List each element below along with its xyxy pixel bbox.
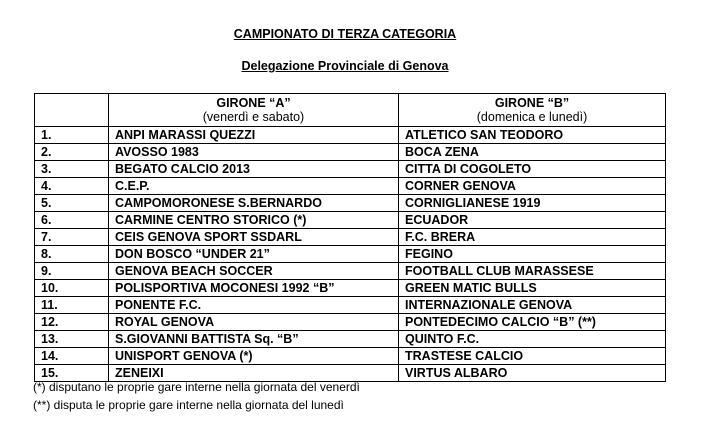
group-a-team: ANPI MARASSI QUEZZI — [109, 127, 399, 144]
group-b-team: VIRTUS ALBARO — [399, 365, 666, 382]
group-a-team: C.E.P. — [109, 178, 399, 195]
group-a-team: CAMPOMORONESE S.BERNARDO — [109, 195, 399, 212]
document-subtitle: Delegazione Provinciale di Genova — [241, 59, 449, 73]
group-a-team: AVOSSO 1983 — [109, 144, 399, 161]
group-b-team: BOCA ZENA — [399, 144, 666, 161]
group-a-team: GENOVA BEACH SOCCER — [109, 263, 399, 280]
row-number: 7. — [35, 229, 109, 246]
table-row — [35, 144, 666, 161]
table-row — [35, 195, 666, 212]
group-a-team: BEGATO CALCIO 2013 — [109, 161, 399, 178]
group-b-team: PONTEDECIMO CALCIO “B” (**) — [399, 314, 666, 331]
table-row — [35, 280, 666, 297]
group-a-team: PONENTE F.C. — [109, 297, 399, 314]
group-a-team: UNISPORT GENOVA (*) — [109, 348, 399, 365]
header-group-a — [109, 94, 399, 127]
group-b-team: TRASTESE CALCIO — [399, 348, 666, 365]
table-row — [35, 263, 666, 280]
group-a-team: CARMINE CENTRO STORICO (*) — [109, 212, 399, 229]
group-b-team: CITTA DI COGOLETO — [399, 161, 666, 178]
table-row — [35, 348, 666, 365]
group-b-days: (domenica e lunedì) — [476, 110, 588, 124]
row-number: 4. — [35, 178, 109, 195]
group-b-team: CORNIGLIANESE 1919 — [399, 195, 666, 212]
header-group-b — [399, 94, 666, 127]
group-a-name: GIRONE “A” — [216, 96, 291, 110]
table-header-row — [35, 94, 666, 127]
group-b-team: GREEN MATIC BULLS — [399, 280, 666, 297]
group-b-name: GIRONE “B” — [494, 96, 570, 110]
table-row — [35, 331, 666, 348]
group-a-team: S.GIOVANNI BATTISTA Sq. “B” — [109, 331, 399, 348]
group-a-team: ZENEIXI — [109, 365, 399, 382]
row-number: 6. — [35, 212, 109, 229]
table-row — [35, 246, 666, 263]
group-b-team: ATLETICO SAN TEODORO — [399, 127, 666, 144]
row-number: 5. — [35, 195, 109, 212]
row-number: 8. — [35, 246, 109, 263]
footnote-double-asterisk: (**) disputa le proprie gare interne nella giornata del lunedì — [33, 398, 344, 412]
row-number: 10. — [35, 280, 109, 297]
table-row — [35, 127, 666, 144]
group-b-team: QUINTO F.C. — [399, 331, 666, 348]
group-a-team: ROYAL GENOVA — [109, 314, 399, 331]
table-row — [35, 314, 666, 331]
group-b-team: INTERNAZIONALE GENOVA — [399, 297, 666, 314]
table-row — [35, 161, 666, 178]
table-row — [35, 365, 666, 382]
group-a-team: DON BOSCO “UNDER 21” — [109, 246, 399, 263]
header-number-cell — [35, 94, 109, 127]
group-b-team: FEGINO — [399, 246, 666, 263]
table-row — [35, 297, 666, 314]
row-number: 1. — [35, 127, 109, 144]
table-row — [35, 212, 666, 229]
group-b-team: FOOTBALL CLUB MARASSESE — [399, 263, 666, 280]
group-b-team: F.C. BRERA — [399, 229, 666, 246]
row-number: 15. — [35, 365, 109, 382]
row-number: 14. — [35, 348, 109, 365]
group-a-team: POLISPORTIVA MOCONESI 1992 “B” — [109, 280, 399, 297]
row-number: 11. — [35, 297, 109, 314]
table-row — [35, 178, 666, 195]
footnote-single-asterisk: (*) disputano le proprie gare interne nella giornata del venerdì — [33, 380, 360, 394]
table-row — [35, 229, 666, 246]
group-b-team: CORNER GENOVA — [399, 178, 666, 195]
groups-table — [34, 93, 666, 382]
document-title: CAMPIONATO DI TERZA CATEGORIA — [233, 27, 457, 41]
row-number: 12. — [35, 314, 109, 331]
row-number: 9. — [35, 263, 109, 280]
row-number: 13. — [35, 331, 109, 348]
group-b-team: ECUADOR — [399, 212, 666, 229]
group-a-team: CEIS GENOVA SPORT SSDARL — [109, 229, 399, 246]
group-a-days: (venerdì e sabato) — [202, 110, 305, 124]
row-number: 3. — [35, 161, 109, 178]
row-number: 2. — [35, 144, 109, 161]
